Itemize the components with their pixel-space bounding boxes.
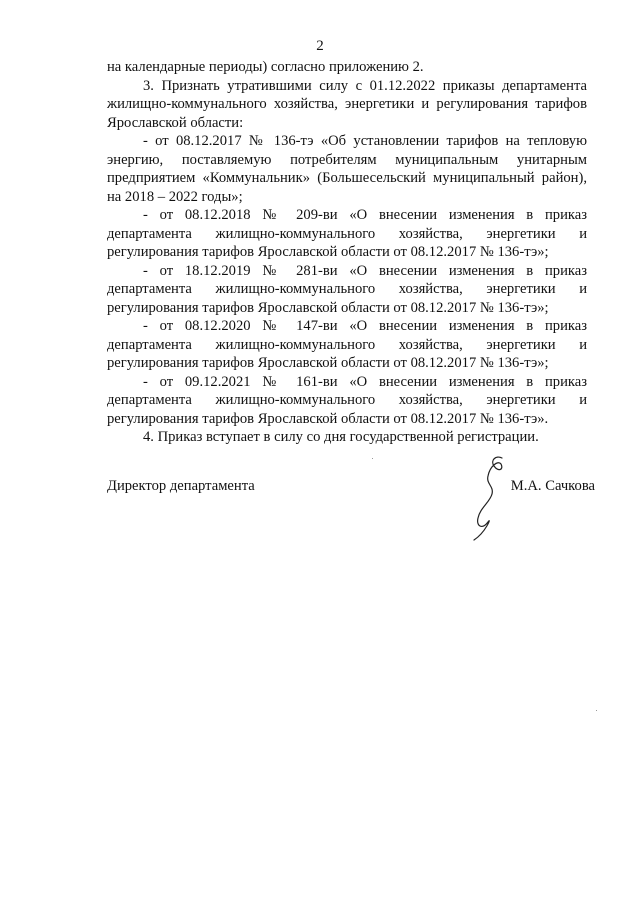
signatory-name: М.А. Сачкова [510, 478, 595, 494]
document-body [107, 58, 587, 447]
scan-speck [372, 458, 373, 459]
list-item: - от 08.12.2017 № 136-тэ «Об установлении тарифов на тепловую энергию, поставляемую потребителям муниципальным унитарным предприятием «Коммунальник» (Большесельский муниципальный район), на 2018 – 2022 годы»; [107, 133, 587, 205]
paragraph-3: 3. Признать утратившими силу с 01.12.2022 приказы департамента жилищно-коммунального хозяйства, энергетики и регулирования тарифов Ярославской области: [107, 77, 587, 131]
list-item: - от 08.12.2020 № 147-ви «О внесении изменения в приказ департамента жилищно-коммунального хозяйства, энергетики и регулирования тарифов Ярославской области от 08.12.2017 № 136-тэ»; [107, 318, 587, 371]
list-item: - от 18.12.2019 № 281-ви «О внесении изменения в приказ департамента жилищно-коммунального хозяйства, энергетики и регулирования тарифов Ярославской области от 08.12.2017 № 136-тэ»; [107, 262, 587, 316]
list-item: - от 09.12.2021 № 161-ви «О внесении изменения в приказ департамента жилищно-коммунального хозяйства, энергетики и регулирования тарифов Ярославской области от 08.12.2017 № 136-тэ». [107, 373, 587, 427]
list-item: - от 08.12.2018 № 209-ви «О внесении изменения в приказ департамента жилищно-коммунального хозяйства, энергетики и регулирования тарифов Ярославской области от 08.12.2017 № 136-тэ»; [107, 207, 587, 260]
paragraph-continuation: на календарные периоды) согласно приложению 2. [107, 59, 424, 75]
paragraph-4: 4. Приказ вступает в силу со дня государственной регистрации. [143, 429, 539, 445]
page-number: 2 [316, 38, 324, 54]
handwritten-signature [468, 452, 518, 542]
scan-speck [596, 710, 597, 711]
signatory-title: Директор департамента [107, 478, 255, 494]
